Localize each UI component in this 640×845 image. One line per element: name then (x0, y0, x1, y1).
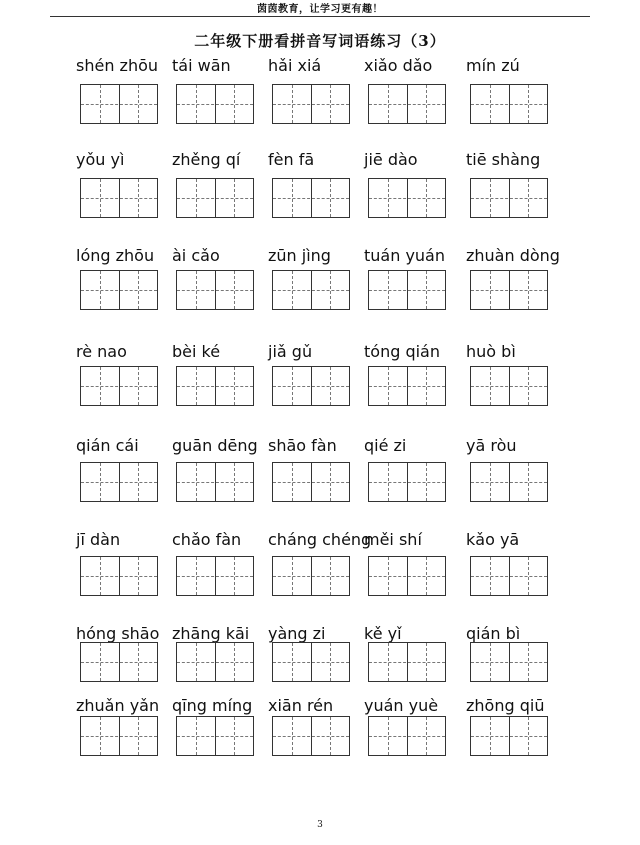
pinyin-label: huò bì (466, 342, 516, 361)
guide-line-horizontal (81, 736, 157, 737)
writing-box-pair[interactable] (176, 462, 254, 502)
pinyin-label: rè nao (76, 342, 127, 361)
pinyin-label: chǎo fàn (172, 530, 242, 549)
pinyin-label: tiē shàng (466, 150, 541, 169)
guide-line-horizontal (471, 736, 547, 737)
writing-box-pair[interactable] (470, 366, 548, 406)
guide-line-horizontal (471, 482, 547, 483)
writing-box-pair[interactable] (470, 178, 548, 218)
pinyin-label: fèn fā (268, 150, 315, 169)
writing-box-pair[interactable] (176, 716, 254, 756)
guide-line-horizontal (369, 482, 445, 483)
pinyin-label: qián cái (76, 436, 139, 455)
writing-box-pair[interactable] (272, 366, 350, 406)
writing-box-pair[interactable] (176, 178, 254, 218)
writing-box-pair[interactable] (368, 84, 446, 124)
pinyin-label: qié zi (364, 436, 407, 455)
pinyin-label: zūn jìng (268, 246, 331, 265)
writing-box-pair[interactable] (80, 178, 158, 218)
guide-line-horizontal (369, 662, 445, 663)
guide-line-horizontal (177, 198, 253, 199)
writing-box-pair[interactable] (470, 556, 548, 596)
guide-line-horizontal (471, 576, 547, 577)
writing-box-pair[interactable] (272, 642, 350, 682)
writing-box-pair[interactable] (368, 642, 446, 682)
pinyin-label: jī dàn (76, 530, 121, 549)
guide-line-horizontal (369, 576, 445, 577)
writing-box-pair[interactable] (80, 462, 158, 502)
header-slogan: 茵茵教育，让学习更有趣！ (257, 4, 383, 15)
pinyin-label: zhěng qí (172, 150, 241, 169)
writing-box-pair[interactable] (368, 716, 446, 756)
writing-box-pair[interactable] (176, 366, 254, 406)
pinyin-label: měi shí (364, 530, 422, 549)
pinyin-label: zhōng qiū (466, 696, 545, 715)
writing-box-pair[interactable] (368, 556, 446, 596)
guide-line-horizontal (273, 290, 349, 291)
guide-line-horizontal (273, 386, 349, 387)
guide-line-horizontal (471, 290, 547, 291)
pinyin-label: qián bì (466, 624, 521, 643)
writing-box-pair[interactable] (368, 270, 446, 310)
writing-box-pair[interactable] (272, 716, 350, 756)
guide-line-horizontal (177, 576, 253, 577)
pinyin-label: jiē dào (364, 150, 418, 169)
pinyin-label: shāo fàn (268, 436, 337, 455)
writing-box-pair[interactable] (272, 178, 350, 218)
pinyin-label: mín zú (466, 56, 520, 75)
pinyin-label: tái wān (172, 56, 231, 75)
guide-line-horizontal (177, 482, 253, 483)
guide-line-horizontal (177, 386, 253, 387)
guide-line-horizontal (369, 736, 445, 737)
pinyin-label: kě yǐ (364, 624, 402, 643)
worksheet-title: 二年级下册看拼音写词语练习（3） (194, 32, 446, 50)
guide-line-horizontal (273, 662, 349, 663)
writing-box-pair[interactable] (368, 366, 446, 406)
guide-line-horizontal (177, 736, 253, 737)
pinyin-label: xiān rén (268, 696, 334, 715)
guide-line-horizontal (177, 104, 253, 105)
pinyin-label: qīng míng (172, 696, 253, 715)
pinyin-label: yuán yuè (364, 696, 439, 715)
pinyin-label: zhuǎn yǎn (76, 696, 160, 715)
writing-box-pair[interactable] (272, 462, 350, 502)
guide-line-horizontal (369, 104, 445, 105)
page-number: 3 (317, 820, 323, 830)
pinyin-label: zhuàn dòng (466, 246, 560, 265)
pinyin-label: yā ròu (466, 436, 517, 455)
writing-box-pair[interactable] (470, 716, 548, 756)
guide-line-horizontal (273, 104, 349, 105)
writing-box-pair[interactable] (470, 642, 548, 682)
guide-line-horizontal (81, 576, 157, 577)
writing-box-pair[interactable] (80, 716, 158, 756)
writing-box-pair[interactable] (80, 84, 158, 124)
writing-box-pair[interactable] (176, 270, 254, 310)
guide-line-horizontal (369, 290, 445, 291)
writing-box-pair[interactable] (176, 84, 254, 124)
pinyin-label: yàng zi (268, 624, 326, 643)
writing-box-pair[interactable] (80, 270, 158, 310)
writing-box-pair[interactable] (176, 556, 254, 596)
pinyin-label: xiǎo dǎo (364, 56, 433, 75)
guide-line-horizontal (369, 386, 445, 387)
writing-box-pair[interactable] (272, 84, 350, 124)
pinyin-label: kǎo yā (466, 530, 520, 549)
writing-box-pair[interactable] (176, 642, 254, 682)
writing-box-pair[interactable] (272, 556, 350, 596)
pinyin-label: yǒu yì (76, 150, 125, 169)
writing-box-pair[interactable] (368, 178, 446, 218)
guide-line-horizontal (81, 482, 157, 483)
guide-line-horizontal (81, 662, 157, 663)
writing-box-pair[interactable] (470, 270, 548, 310)
guide-line-horizontal (369, 198, 445, 199)
writing-box-pair[interactable] (272, 270, 350, 310)
guide-line-horizontal (177, 290, 253, 291)
guide-line-horizontal (81, 198, 157, 199)
writing-box-pair[interactable] (470, 462, 548, 502)
pinyin-label: tóng qián (364, 342, 440, 361)
guide-line-horizontal (177, 662, 253, 663)
guide-line-horizontal (471, 198, 547, 199)
pinyin-label: shén zhōu (76, 56, 159, 75)
guide-line-horizontal (81, 104, 157, 105)
pinyin-label: tuán yuán (364, 246, 445, 265)
pinyin-label: hóng shāo (76, 624, 160, 643)
writing-box-pair[interactable] (368, 462, 446, 502)
pinyin-label: bèi ké (172, 342, 221, 361)
pinyin-label: cháng chéng (268, 530, 372, 549)
pinyin-label: hǎi xiá (268, 56, 322, 75)
header-divider (50, 16, 590, 17)
guide-line-horizontal (273, 736, 349, 737)
guide-line-horizontal (273, 576, 349, 577)
guide-line-horizontal (81, 290, 157, 291)
guide-line-horizontal (81, 386, 157, 387)
guide-line-horizontal (273, 198, 349, 199)
pinyin-label: zhāng kāi (172, 624, 250, 643)
guide-line-horizontal (471, 104, 547, 105)
pinyin-label: guān dēng (172, 436, 258, 455)
writing-box-pair[interactable] (470, 84, 548, 124)
pinyin-label: jiǎ gǔ (268, 342, 313, 361)
writing-box-pair[interactable] (80, 556, 158, 596)
guide-line-horizontal (471, 386, 547, 387)
writing-box-pair[interactable] (80, 366, 158, 406)
pinyin-label: ài cǎo (172, 246, 220, 265)
guide-line-horizontal (471, 662, 547, 663)
guide-line-horizontal (273, 482, 349, 483)
writing-box-pair[interactable] (80, 642, 158, 682)
pinyin-label: lóng zhōu (76, 246, 155, 265)
